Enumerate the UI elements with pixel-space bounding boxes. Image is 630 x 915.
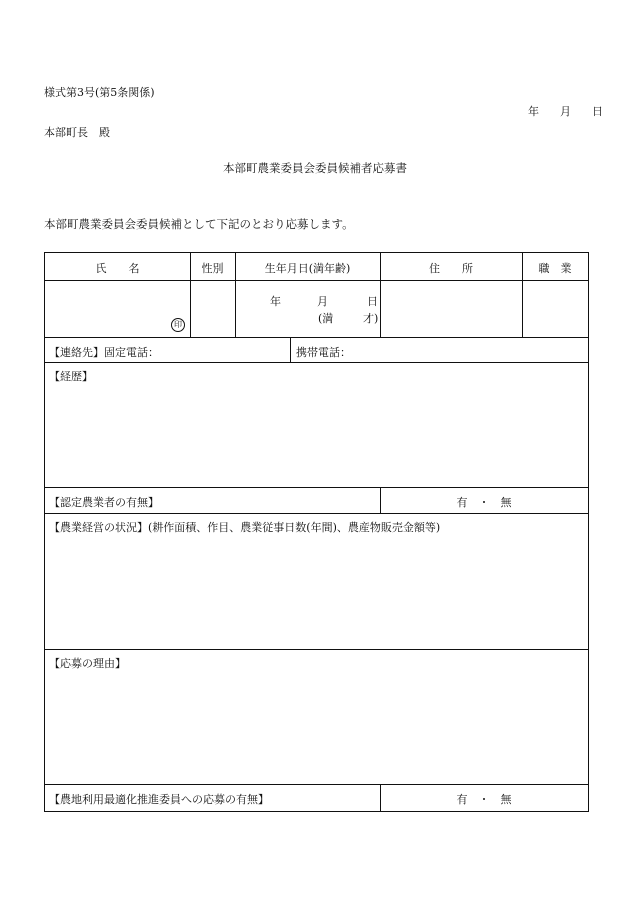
row-divider	[45, 513, 588, 514]
document-title: 本部町農業委員会委員候補者応募書	[223, 161, 407, 175]
certified-farmer-label: 【認定農業者の有無】	[49, 496, 159, 509]
contact-mobile-label: 携帯電話：	[296, 346, 351, 359]
promotion-committee-options: 有 ・ 無	[456, 793, 512, 806]
career-label: 【経歴】	[49, 370, 93, 383]
intro-text: 本部町農業委員会委員候補として下記のとおり応募します。	[44, 217, 354, 231]
row-divider	[45, 649, 588, 650]
farm-status-label	[49, 519, 440, 535]
addressee: 本部町長 殿	[44, 126, 110, 139]
row-divider	[45, 487, 588, 488]
row-divider	[45, 337, 588, 338]
reason-label: 【応募の理由】	[49, 657, 126, 670]
date-line	[528, 103, 603, 119]
age-close: 才)	[363, 312, 379, 325]
application-form-table	[44, 252, 589, 812]
row-divider	[45, 280, 588, 281]
farm-status-title: 【農業経営の状況】	[49, 521, 148, 534]
promotion-committee-label: 【農地利用最適化推進委員への応募の有無】	[49, 793, 269, 806]
row-divider	[45, 784, 588, 785]
farm-status-detail: (耕作面積、作目、農業従事日数(年間)、農産物販売金額等)	[148, 521, 441, 534]
birth-year: 年	[270, 295, 281, 308]
row-divider	[45, 362, 588, 363]
date-year: 年	[528, 105, 539, 118]
header-address: 住 所	[429, 262, 473, 275]
col-divider	[290, 337, 291, 362]
birth-day: 日	[367, 295, 378, 308]
seal-mark-icon: 印	[171, 318, 185, 332]
header-gender: 性別	[201, 262, 224, 275]
birth-month: 月	[317, 295, 328, 308]
age-open: (満	[318, 312, 334, 325]
header-birth: 生年月日(満年齢)	[264, 262, 351, 275]
contact-landline-label: 【連絡先】固定電話：	[49, 346, 159, 359]
header-job: 職 業	[538, 262, 572, 275]
date-day: 日	[592, 105, 603, 118]
header-name: 氏 名	[95, 262, 140, 275]
form-number: 様式第3号(第5条関係)	[44, 86, 155, 99]
certified-farmer-options: 有 ・ 無	[456, 496, 512, 509]
date-month: 月	[560, 105, 571, 118]
